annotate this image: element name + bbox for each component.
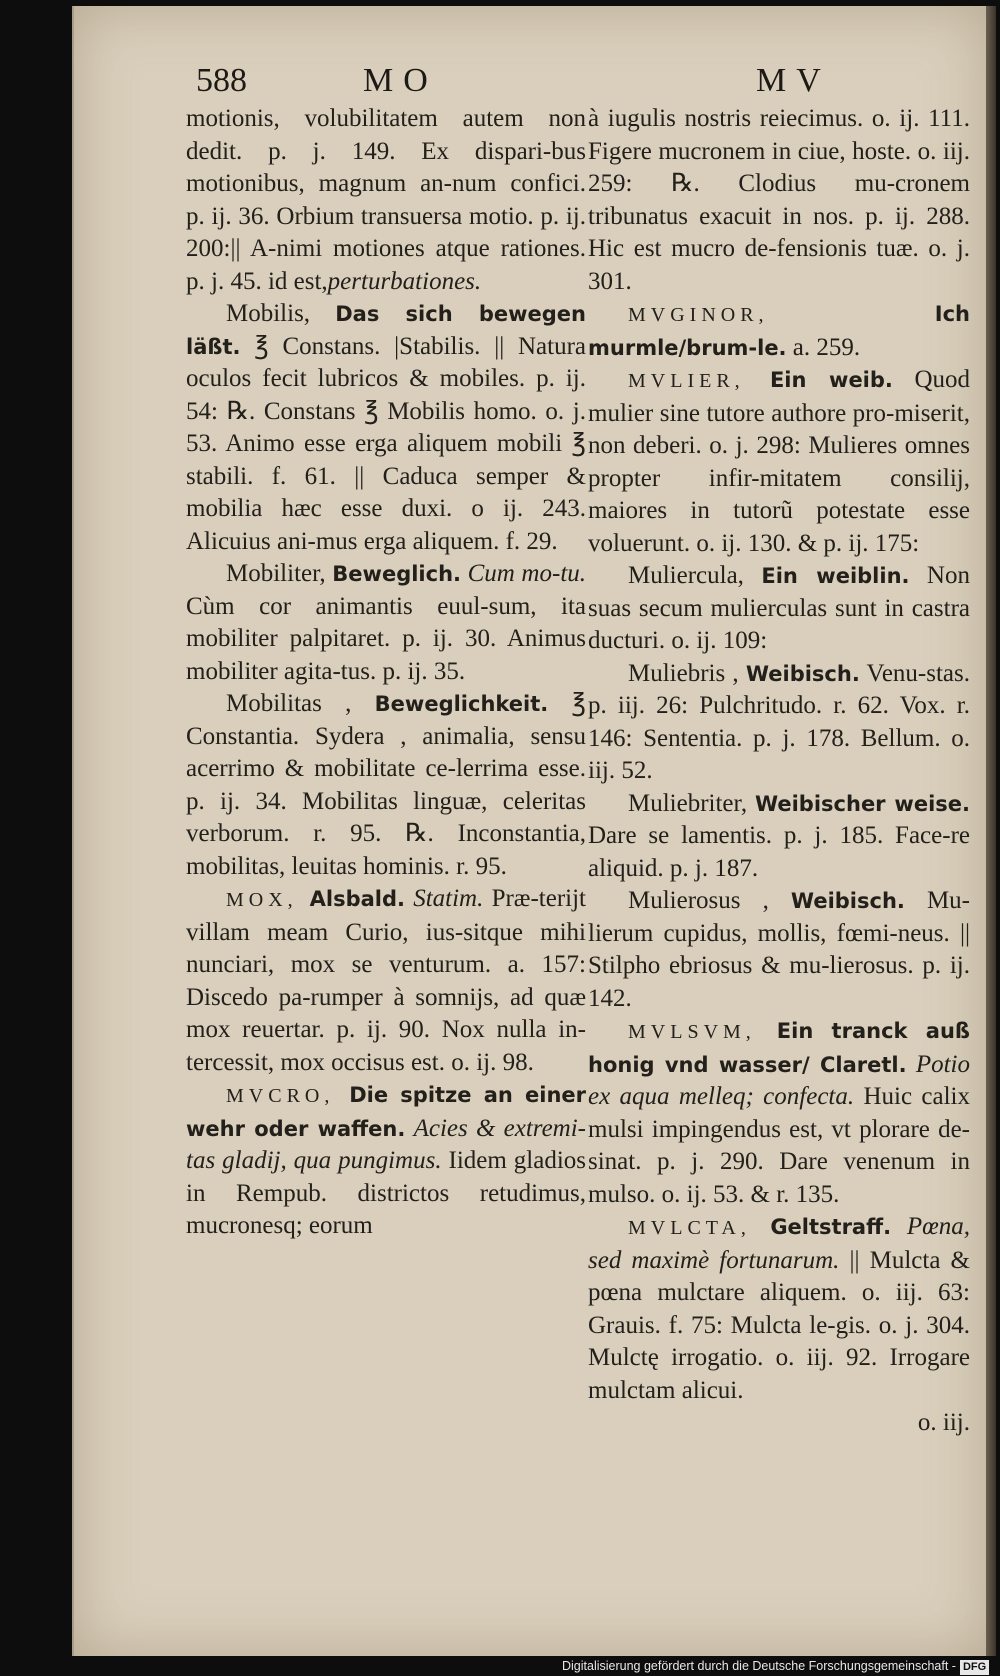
dictionary-entry (186, 558, 586, 688)
running-header (196, 62, 966, 106)
entry-text (405, 885, 413, 912)
german-gloss: Das sich bewegen läßt. (186, 302, 587, 359)
dictionary-entry (588, 1015, 970, 1211)
right-column (588, 103, 970, 1440)
latin-definition: Cum mo-tu. (467, 560, 587, 587)
dictionary-entry (186, 688, 586, 883)
entry-text: Venu-stas. p. iij. 26: Pulchritudo. r. 62. Vox. r. 146: Sententia. p. j. 178. Bellum. o. iij. 52. (588, 659, 970, 784)
german-gloss: Ein weiblin. (761, 564, 910, 588)
latin-definition: Pœna, sed maximè fortunarum. (588, 1213, 971, 1274)
entry-text: Præ-terijt villam meam Curio, ius-sitque mihi nunciari, mox se venturum. a. 157: Discedo pa-rumper à somnijs, ad quæ mox reuertar. p. ij. 90. Nox nulla in-tercessit, mox occisus est. o. ij. 98. (186, 885, 586, 1076)
german-gloss: Ich murmle/brum-le. (588, 302, 970, 360)
dictionary-entry (588, 364, 970, 560)
entry-text: à iugulis nostris reiecimus. o. ij. 111. Figere mucronem in ciue, hoste. o. iij. 259: ℞. Clodius mu-cronem tribunatus exacuit in nos. p. ij. 288. Hic est mucro de-fensionis tuæ. o. j. 301. (588, 105, 970, 295)
entry-lemma: MVLCTA, (628, 1217, 771, 1239)
entry-text: ℥ Constans. |Stabilis. || Natura oculos fecit lubricos & mobiles. p. ij. 54: ℞. Constans ℥ Mobilis homo. o. j. 53. Animo esse erga aliquem mobili ℥ stabili. f. 61. || Caduca semper & mobilia hæc esse duxi. o ij. 243. Alicuius ani-mus erga aliquem. f. 29. (186, 332, 586, 555)
german-gloss: Weibisch. (745, 661, 860, 686)
entry-lemma: Muliercula, (628, 562, 762, 589)
dictionary-entry (588, 103, 970, 298)
entry-text (405, 1115, 413, 1142)
entry-text: Mu-lierum cupidus, mollis, fœmi-neus. || Stilpho ebriosus & mu-lierosus. p. ij. 142. (588, 887, 971, 1012)
german-gloss: Weibisch. (790, 889, 905, 913)
entry-lemma: MVGINOR, (628, 304, 935, 326)
latin-definition: Acies & extremi-tas gladij, qua pungimus. (186, 1114, 587, 1174)
entry-text: motionis, volubilitatem autem non dedit. p. j. 149. Ex dispari-bus motionibus, magnum an-num confici. p. ij. 36. Orbium transuersa motio. p. ij. 200:|| A-nimi motiones atque rationes. p. j. 45. id est, (186, 105, 586, 295)
german-gloss: Ein weib. (769, 368, 893, 392)
dictionary-entry (588, 298, 970, 364)
latin-definition: Statim. (413, 885, 484, 912)
entry-text (461, 560, 468, 587)
entry-text: ℥ Constantia. Sydera , animalia, sensu acerrimo & mobilitate ce-lerrima esse. p. ij. 34. Mobilitas linguæ, celeritas verborum. r. 95. ℞. Inconstantia, mobilitas, leuitas hominis. r. 95. (186, 690, 586, 880)
entry-lemma: MOX, (226, 889, 310, 911)
entry-text: a. 259. (786, 333, 861, 361)
page-edge (986, 6, 996, 1656)
entry-text (907, 1051, 916, 1078)
entry-text: Huic calix mulsi impingendus est, vt plorare de-sinat. p. j. 290. Dare venenum in mulso. o. ij. 53. & r. 135. (588, 1083, 970, 1208)
dictionary-entry (186, 1079, 586, 1243)
right-column-head: MV (756, 62, 831, 99)
page-number: 588 (196, 62, 247, 99)
digitization-credit (562, 1656, 998, 1676)
latin-definition: Potio ex aqua melleq; confecta. (588, 1050, 970, 1110)
german-gloss: Beweglich. (332, 562, 461, 586)
left-column (186, 103, 586, 1243)
dfg-logo: DFG (960, 1660, 989, 1675)
entry-text: Iidem gladios in Rempub. districtos retudimus, mucronesq; eorum (186, 1147, 586, 1239)
entry-lemma: Mobiliter, (226, 560, 333, 587)
dictionary-entry (588, 885, 970, 1015)
entry-text: Non suas secum mulierculas sunt in castra ducturi. o. ij. 109: (588, 562, 970, 654)
entry-lemma: Mulierosus , (628, 887, 791, 914)
dictionary-entry (588, 658, 970, 788)
dictionary-entry (186, 103, 586, 298)
entry-text (891, 1213, 907, 1240)
dictionary-entry (588, 560, 970, 658)
dictionary-entry (588, 1211, 970, 1407)
german-gloss: Beweglichkeit. (374, 692, 549, 716)
dictionary-entry (186, 298, 586, 558)
credit-text: Digitalisierung gefördert durch die Deutsche Forschungsgemeinschaft - (562, 1659, 956, 1673)
german-gloss: Geltstraff. (770, 1215, 892, 1239)
entry-lemma: MVCRO, (226, 1085, 350, 1107)
column-end-reference: o. iij. (917, 1409, 970, 1436)
entry-text: Cùm cor animantis euul-sum, ita mobiliter palpitaret. p. ij. 30. Animus mobiliter agita-tus. p. ij. 35. (186, 592, 586, 685)
german-gloss: Alsbald. (309, 887, 405, 911)
entry-text: Quod mulier sine tutore authore pro-miserit, non deberi. o. j. 298: Mulieres omnes propter infir-mitatem consilij, maiores in tutorũ potestate esse voluerunt. o. ij. 130. & p. ij. 175: (588, 366, 970, 557)
dictionary-entry (588, 788, 970, 886)
dictionary-entry (186, 883, 586, 1079)
german-gloss: Ein tranck auß honig vnd wasser/ Claretl. (588, 1019, 971, 1077)
entry-lemma: Mobilis, (226, 300, 336, 327)
entry-text: Dare se lamentis. p. j. 185. Face-re aliquid. p. j. 187. (588, 822, 970, 882)
entry-lemma: Mobilitas , (226, 690, 375, 717)
entry-text: || Mulcta & pœna mulctare aliquem. o. iij. 63: Grauis. f. 75: Mulcta le-gis. o. j. 304. Mulctę irrogatio. o. iij. 92. Irrogare mulctam alicui. (588, 1246, 970, 1404)
entry-lemma: Muliebris , (628, 659, 746, 687)
entry-lemma: Muliebriter, (628, 789, 755, 817)
entry-lemma: MVLSVM, (628, 1021, 777, 1043)
german-gloss: Die spitze an einer wehr oder waffen. (186, 1083, 586, 1141)
german-gloss: Weibischer weise. (754, 791, 970, 816)
left-column-head: MO (363, 62, 438, 99)
entry-lemma: MVLIER, (628, 370, 770, 392)
latin-definition: perturbationes. (327, 267, 482, 295)
